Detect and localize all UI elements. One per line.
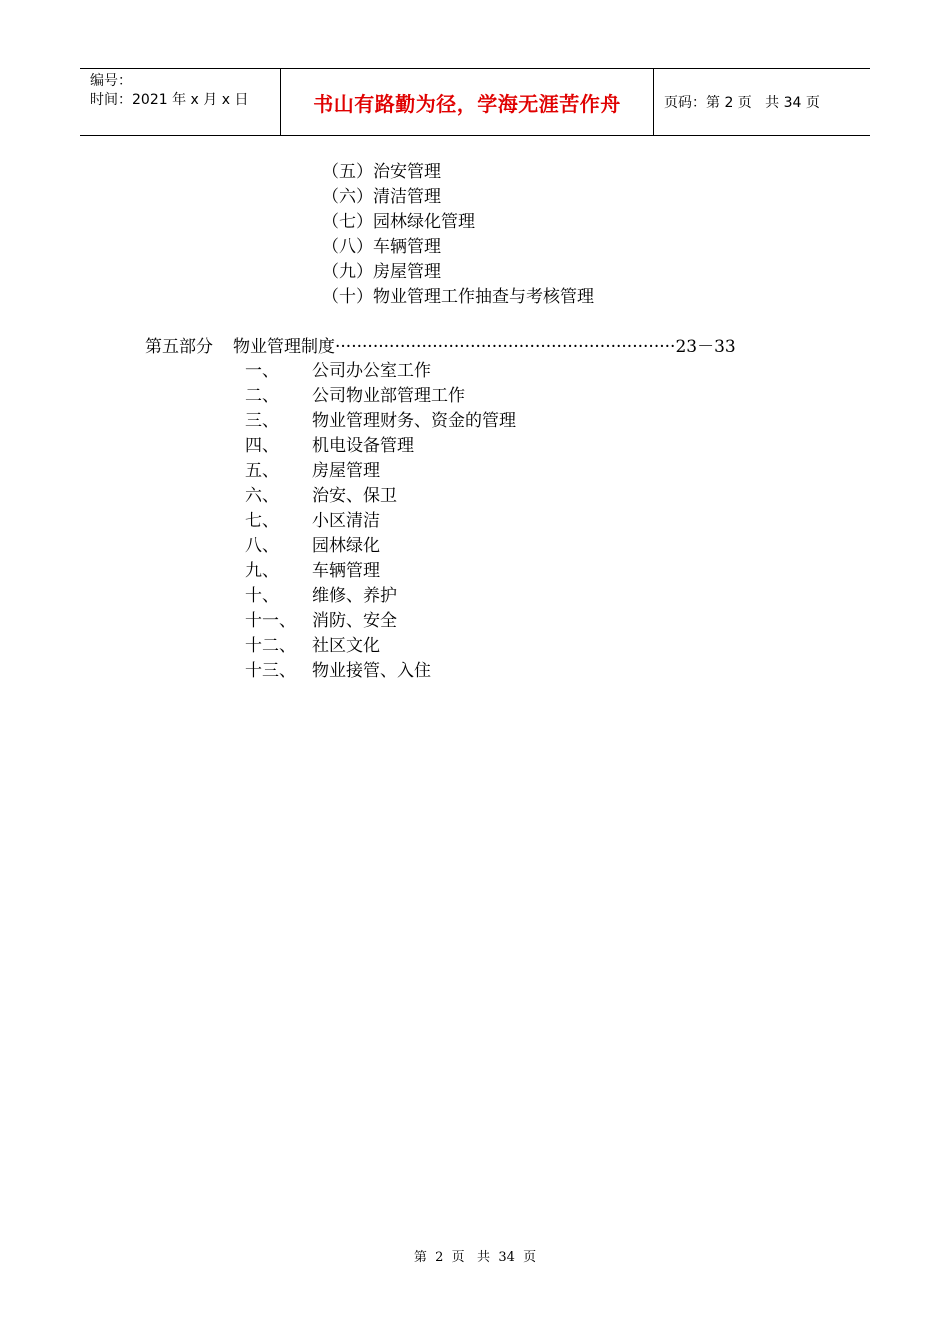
toc-sub-item: （六）清洁管理 [322, 187, 441, 207]
item-number: 九、 [245, 561, 279, 581]
item-number: 三、 [245, 411, 279, 431]
item-text: 社区文化 [312, 636, 380, 656]
item-number: 七、 [245, 511, 279, 531]
toc-sub-item: （五）治安管理 [322, 162, 441, 182]
item-text: 消防、安全 [312, 611, 397, 631]
header-motto-cell [281, 69, 654, 135]
footer-page-number: 第 2 页 共 34 页 [413, 1250, 537, 1265]
header-meta-cell [80, 69, 281, 135]
document-date: 时间：2021 年 x 月 x 日 [90, 92, 249, 108]
page-footer [0, 1246, 950, 1265]
item-number: 八、 [245, 536, 279, 556]
header-page-cell [654, 69, 870, 135]
item-text: 小区清洁 [312, 511, 380, 531]
item-number: 五、 [245, 461, 279, 481]
item-text: 公司办公室工作 [312, 361, 431, 381]
page-header [80, 68, 870, 136]
item-number: 四、 [245, 436, 279, 456]
item-text: 车辆管理 [312, 561, 380, 581]
item-number: 十、 [245, 586, 279, 606]
item-number: 六、 [245, 486, 279, 506]
item-number: 二、 [245, 386, 279, 406]
toc-sub-item: （八）车辆管理 [322, 237, 441, 257]
header-motto: 书山有路勤为径，学海无涯苦作舟 [313, 91, 621, 116]
item-number: 十三、 [245, 661, 296, 681]
toc-section-heading [145, 335, 736, 359]
toc-sub-item: （十）物业管理工作抽查与考核管理 [322, 287, 594, 307]
item-text: 物业接管、入住 [312, 661, 431, 681]
header-page-info: 页码：第 2 页 共 34 页 [664, 95, 820, 111]
item-text: 园林绿化 [312, 536, 380, 556]
toc-sub-item: （七）园林绿化管理 [322, 212, 475, 232]
section-label: 第五部分 [145, 337, 213, 357]
item-number: 十一、 [245, 611, 296, 631]
item-text: 房屋管理 [312, 461, 380, 481]
section-title: 物业管理制度·······························································23－33 [233, 337, 736, 357]
item-text: 治安、保卫 [312, 486, 397, 506]
document-number-label: 编号： [90, 73, 132, 89]
item-number: 一、 [245, 361, 279, 381]
item-text: 维修、养护 [312, 586, 397, 606]
toc-sub-item: （九）房屋管理 [322, 262, 441, 282]
item-text: 公司物业部管理工作 [312, 386, 465, 406]
item-text: 物业管理财务、资金的管理 [312, 411, 516, 431]
item-number: 十二、 [245, 636, 296, 656]
item-text: 机电设备管理 [312, 436, 414, 456]
